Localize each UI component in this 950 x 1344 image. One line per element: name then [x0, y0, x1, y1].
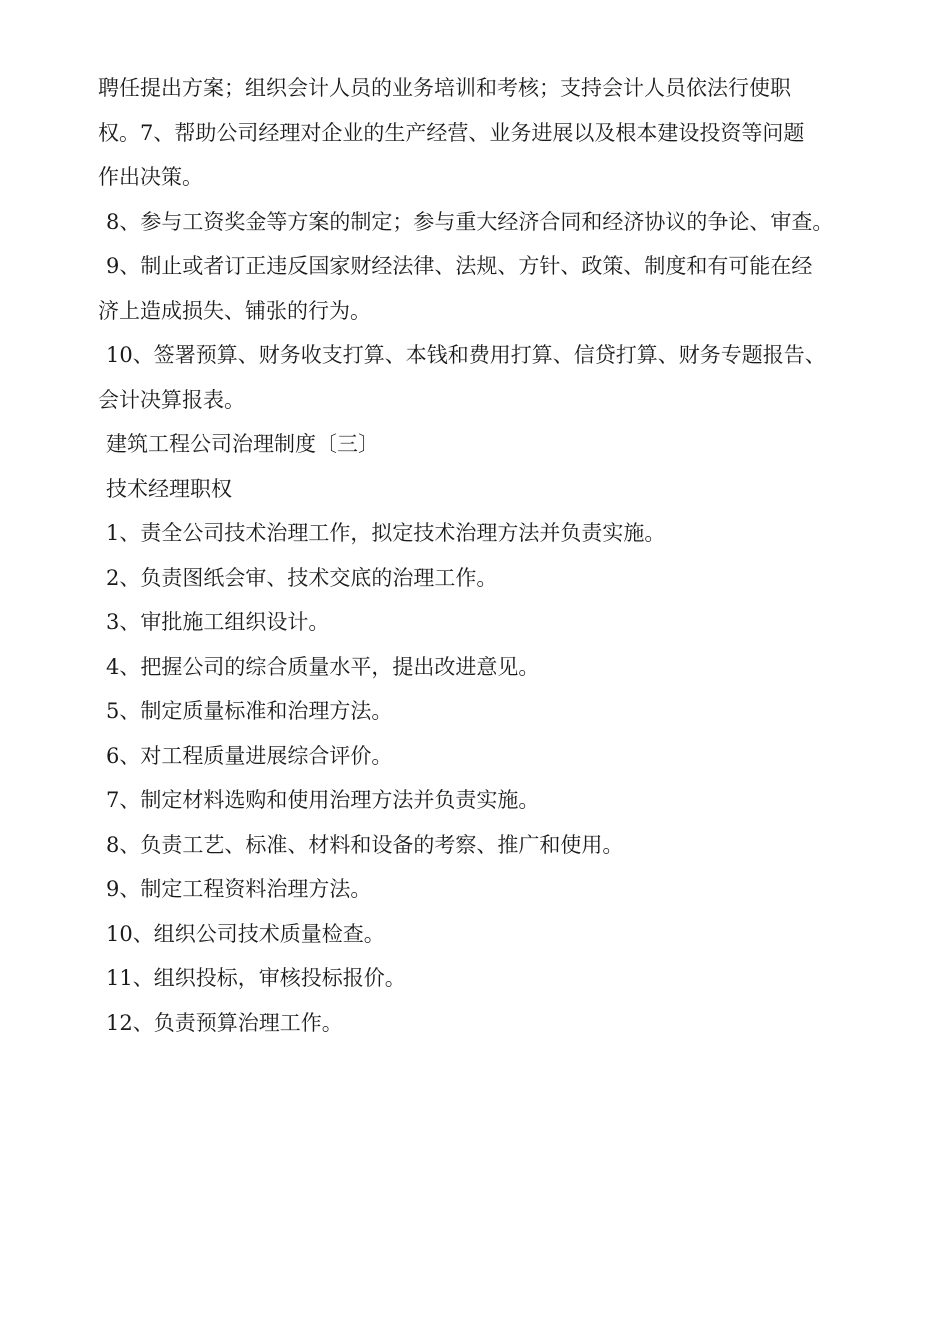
list-item: 2、负责图纸会审、技术交底的治理工作。: [106, 565, 498, 590]
list-item: 3、审批施工组织设计。: [106, 610, 330, 634]
list-item: 10、组织公司技术质量检查。: [106, 921, 385, 946]
section-heading: 建筑工程公司治理制度〔三〕: [106, 432, 379, 456]
list-item: 5、制定质量标准和治理方法。: [106, 699, 393, 723]
list-item: 10、签署预算、财务收支打算、本钱和费用打算、信贷打算、财务专题报告、: [106, 343, 826, 367]
list-item: 7、制定材料选购和使用治理方法并负责实施。: [106, 788, 540, 812]
list-item: 4、把握公司的综合质量水平，提出改进意见。: [106, 654, 540, 679]
list-item: 12、负责预算治理工作。: [106, 1010, 343, 1035]
list-item: 11、组织投标，审核投标报价。: [106, 966, 406, 990]
body-line: 权。7、帮助公司经理对企业的生产经营、业务进展以及根本建设投资等问题: [98, 120, 805, 145]
list-item: 9、制止或者订正违反国家财经法律、法规、方针、政策、制度和有可能在经: [106, 254, 813, 278]
body-line: 济上造成损失、铺张的行为。: [98, 298, 371, 323]
list-item: 8、负责工艺、标准、材料和设备的考察、推广和使用。: [106, 832, 624, 857]
document-body: [98, 66, 878, 1045]
list-item: 1、责全公司技术治理工作，拟定技术治理方法并负责实施。: [106, 521, 666, 545]
body-line: 会计决算报表。: [98, 387, 245, 412]
list-item: 6、对工程质量进展综合评价。: [106, 743, 393, 768]
subsection-heading: 技术经理职权: [106, 476, 232, 501]
body-line: 作出决策。: [98, 165, 203, 189]
body-line: 聘任提出方案；组织会计人员的业务培训和考核；支持会计人员依法行使职: [98, 76, 791, 100]
list-item: 9、制定工程资料治理方法。: [106, 877, 372, 901]
list-item: 8、参与工资奖金等方案的制定；参与重大经济合同和经济协议的争论、审查。: [106, 209, 834, 234]
